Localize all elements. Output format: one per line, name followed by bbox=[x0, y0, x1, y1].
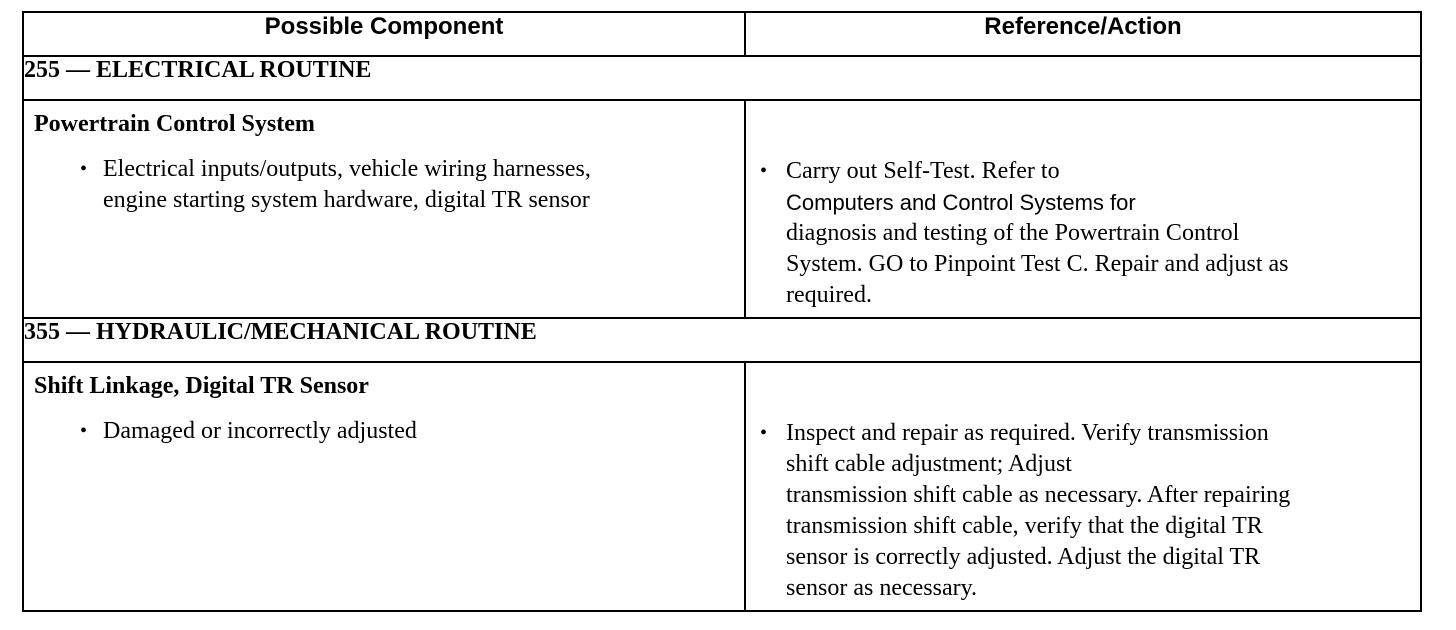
bullet-icon: • bbox=[80, 158, 88, 180]
action-line: sensor as necessary. bbox=[786, 575, 978, 601]
action-cell bbox=[745, 100, 1421, 318]
action-line: Inspect and repair as required. Verify transmission bbox=[786, 420, 1269, 446]
component-bullet bbox=[24, 416, 744, 447]
action-bullet bbox=[746, 156, 1420, 317]
action-line: Carry out Self-Test. Refer to bbox=[786, 158, 1060, 184]
action-bullet bbox=[746, 418, 1420, 610]
action-line: transmission shift cable as necessary. After repairing bbox=[786, 482, 1291, 508]
action-cell bbox=[745, 362, 1421, 611]
component-line: Electrical inputs/outputs, vehicle wiring harnesses, bbox=[103, 156, 591, 182]
component-bullet bbox=[24, 154, 744, 216]
action-line: required. bbox=[786, 282, 872, 308]
component-title: Powertrain Control System bbox=[34, 111, 315, 137]
action-line: transmission shift cable, verify that the digital TR bbox=[786, 513, 1263, 539]
table-row bbox=[23, 100, 1421, 318]
diagnosis-table bbox=[22, 11, 1422, 612]
bullet-icon: • bbox=[760, 422, 768, 444]
reference-link[interactable]: Computers and Control Systems for bbox=[786, 190, 1136, 215]
component-cell bbox=[23, 362, 745, 611]
routine-title-hydraulic: 355 — HYDRAULIC/MECHANICAL ROUTINE bbox=[23, 318, 1421, 362]
table-row bbox=[23, 362, 1421, 611]
action-line: System. GO to Pinpoint Test C. Repair and adjust as bbox=[786, 251, 1289, 277]
component-line: Damaged or incorrectly adjusted bbox=[103, 418, 417, 444]
action-line: shift cable adjustment; Adjust bbox=[786, 451, 1072, 477]
header-reference-action: Reference/Action bbox=[745, 12, 1421, 56]
component-title: Shift Linkage, Digital TR Sensor bbox=[34, 373, 369, 399]
component-line: engine starting system hardware, digital TR sensor bbox=[103, 187, 590, 213]
header-row bbox=[23, 12, 1421, 56]
header-possible-component: Possible Component bbox=[23, 12, 745, 56]
bullet-icon: • bbox=[80, 420, 88, 442]
routine-row bbox=[23, 318, 1421, 362]
action-line: diagnosis and testing of the Powertrain Control bbox=[786, 220, 1240, 246]
bullet-icon: • bbox=[760, 160, 768, 182]
component-cell bbox=[23, 100, 745, 318]
routine-title-electrical: 255 — ELECTRICAL ROUTINE bbox=[23, 56, 1421, 100]
routine-row bbox=[23, 56, 1421, 100]
action-line: sensor is correctly adjusted. Adjust the digital TR bbox=[786, 544, 1261, 570]
